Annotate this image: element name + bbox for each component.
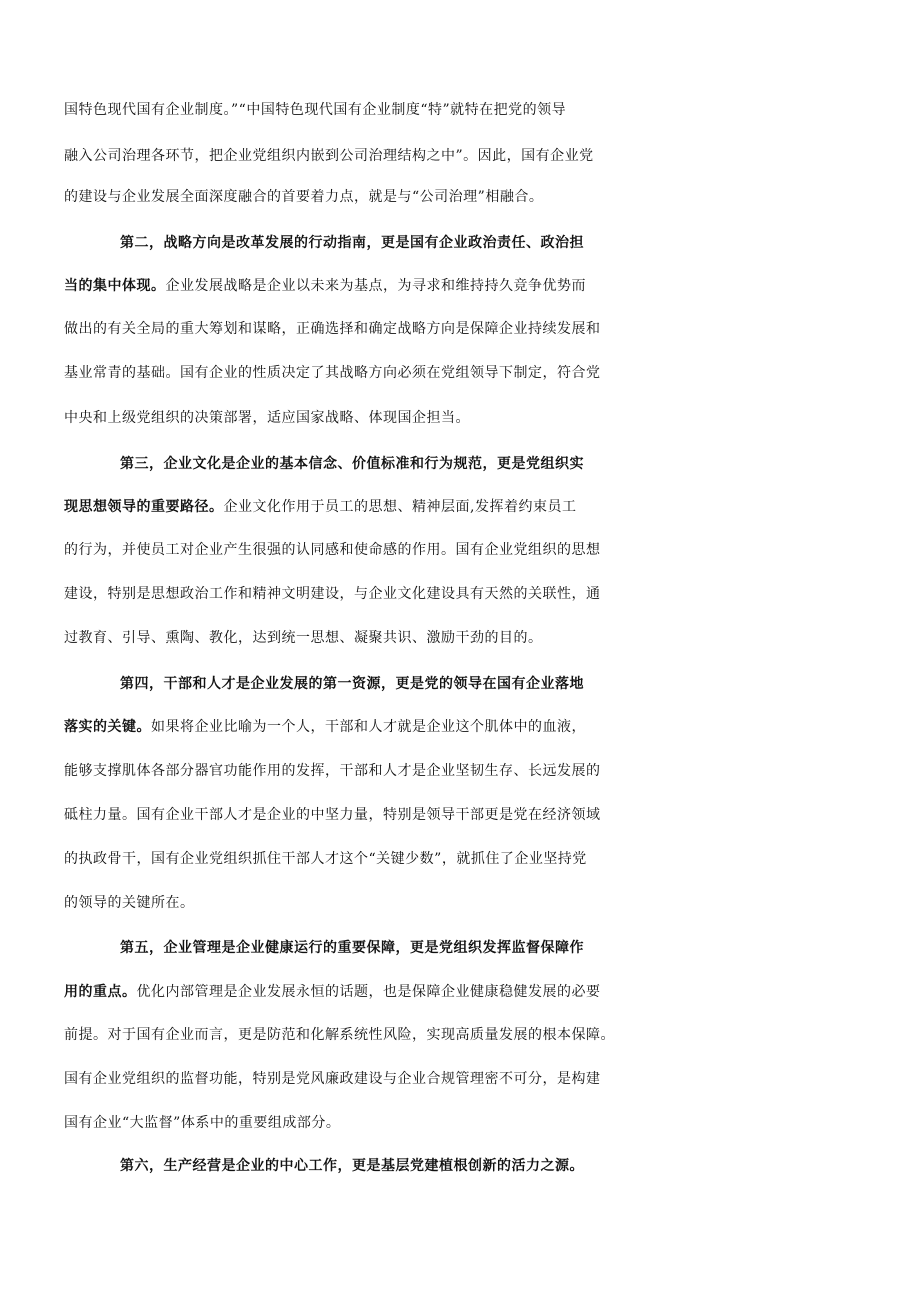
text-line: 融入公司治理各环节，把企业党组织内嵌到公司治理结构之中”。因此，国有企业党: [64, 148, 594, 164]
text-line: [120, 932, 920, 964]
text-line: [120, 227, 920, 259]
text-line: 的领导的关键所在。: [64, 895, 195, 911]
lead-sentence: 现思想领导的重要路径。: [64, 499, 224, 515]
text-line: 的执政骨干，国有企业党组织抓住干部人才这个“关键少数”，就抓住了企业坚持党: [64, 851, 587, 867]
text-line: 前提。对于国有企业而言，更是防范和化解系统性风险，实现高质量发展的根本保障。: [64, 1027, 615, 1043]
text-line: 国有企业“大监督”体系中的重要组成部分。: [64, 1115, 341, 1131]
text-line: 砥柱力量。国有企业干部人才是企业的中坚力量，特别是领导干部更是党在经济领域: [64, 807, 601, 823]
lead-sentence: 第六，生产经营是企业的中心工作，更是基层党建植根创新的活力之源。: [120, 1158, 584, 1174]
text-line: 国特色现代国有企业制度。”“中国特色现代国有企业制度“特”就特在把党的领导: [64, 102, 567, 118]
text-line: 基业常青的基础。国有企业的性质决定了其战略方向必须在党组领导下制定，符合党: [64, 365, 601, 381]
lead-sentence: 第四，干部和人才是企业发展的第一资源，更是党的领导在国有企业落地: [120, 676, 584, 692]
lead-sentence: 第三，企业文化是企业的基本信念、价值标准和行为规范，更是党组织实: [120, 456, 584, 472]
text-line: 能够支撑肌体各部分器官功能作用的发挥，干部和人才是企业坚韧生存、长远发展的: [64, 763, 601, 779]
text-line: 当的集中体现。企业发展战略是企业以未来为基点，为寻求和维持持久竞争优势而: [64, 278, 586, 294]
text-line: 用的重点。优化内部管理是企业发展永恒的话题，也是保障企业健康稳健发展的必要: [64, 984, 601, 1000]
text-line: 建设，特别是思想政治工作和精神文明建设，与企业文化建设具有天然的关联性，通: [64, 586, 601, 602]
text-line: 中央和上级党组织的决策部署，适应国家战略、体现国企担当。: [64, 410, 470, 426]
text-line: 落实的关键。如果将企业比喻为一个人，干部和人才就是企业这个肌体中的血液，: [64, 719, 586, 735]
text-line: [120, 448, 920, 480]
text-line: 的行为，并使员工对企业产生很强的认同感和使命感的作用。国有企业党组织的思想: [64, 542, 601, 558]
lead-sentence: 用的重点。: [64, 984, 137, 1000]
lead-sentence: 落实的关键。: [64, 719, 151, 735]
text-line: 做出的有关全局的重大筹划和谋略，正确选择和确定战略方向是保障企业持续发展和: [64, 321, 601, 337]
lead-sentence: 当的集中体现。: [64, 278, 166, 294]
text-line: [120, 668, 920, 700]
lead-sentence: 第五，企业管理是企业健康运行的重要保障，更是党组织发挥监督保障作: [120, 940, 584, 956]
text-line: 的建设与企业发展全面深度融合的首要着力点，就是与“公司治理”相融合。: [64, 189, 544, 205]
text-line: 现思想领导的重要路径。企业文化作用于员工的思想、精神层面,发挥着约束员工: [64, 499, 577, 515]
text-line: 过教育、引导、熏陶、教化，达到统一思想、凝聚共识、激励干劲的目的。: [64, 630, 543, 646]
lead-sentence: 第二，战略方向是改革发展的行动指南，更是国有企业政治责任、政治担: [120, 235, 584, 251]
text-line: [120, 1150, 920, 1182]
text-line: 国有企业党组织的监督功能，特别是党风廉政建设与企业合规管理密不可分，是构建: [64, 1071, 601, 1087]
